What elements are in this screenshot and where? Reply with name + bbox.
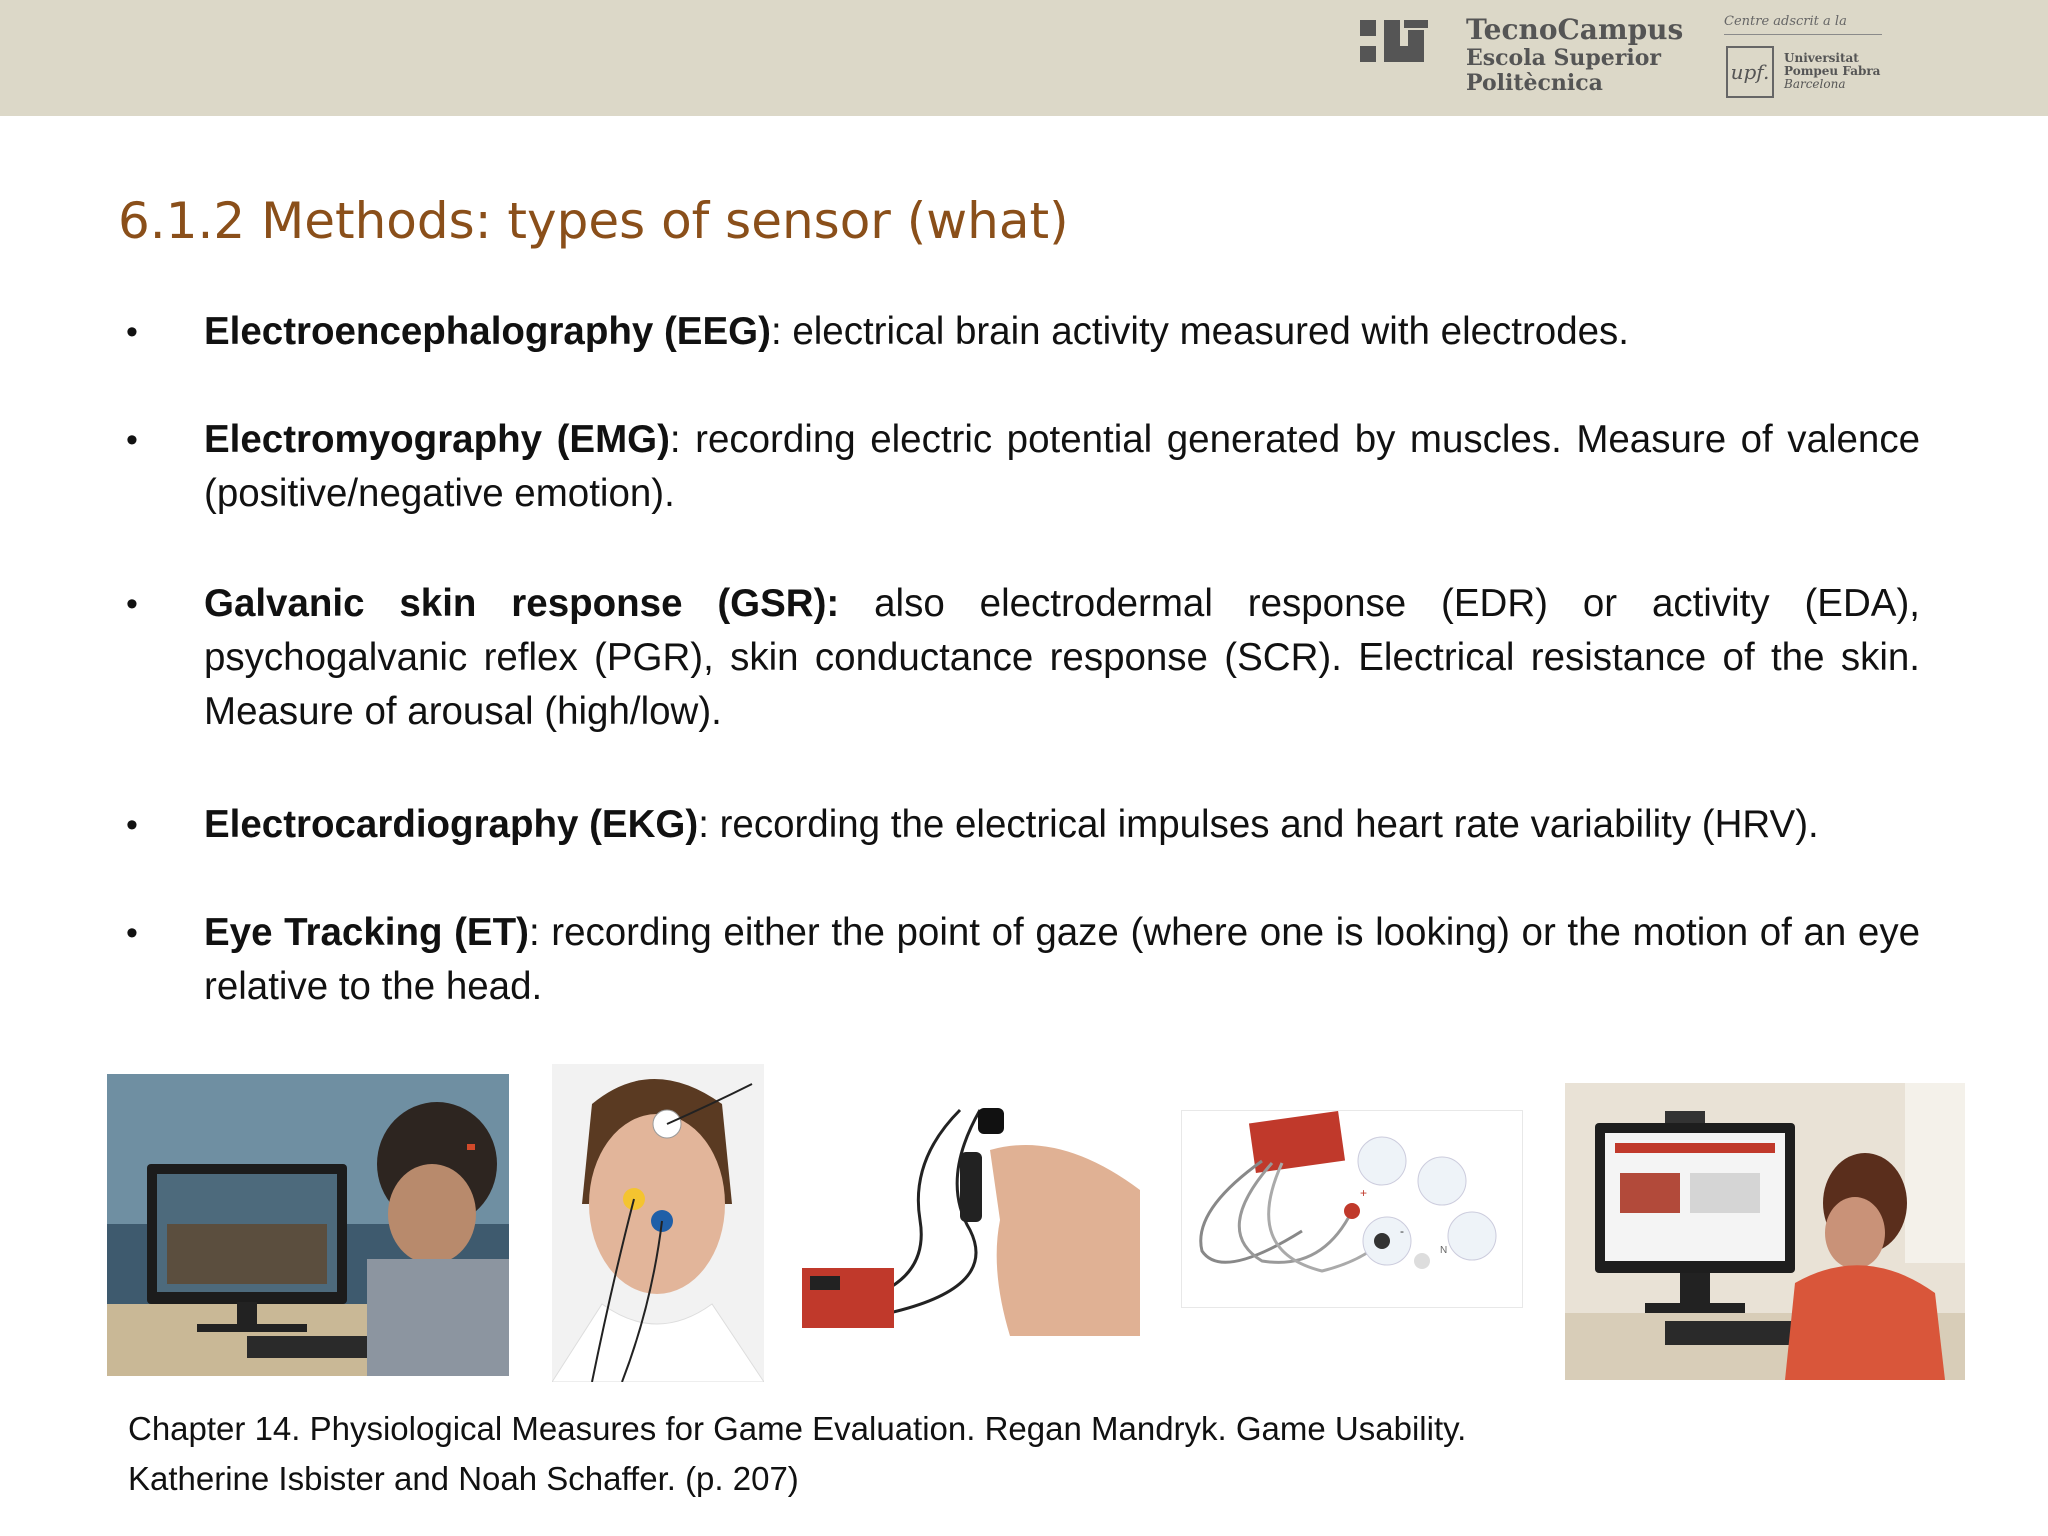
list-item (120, 577, 1920, 739)
item-desc: : electrical brain activity measured with electrodes. (770, 310, 1629, 353)
item-desc: : recording electric potential generated by muscles. Measure of valence (positive/negative emotion). (204, 418, 1920, 515)
item-term: Electromyography (EMG) (204, 418, 670, 461)
upf-line-1: Universitat (1784, 51, 1859, 65)
bullet-icon: • (126, 914, 138, 952)
tecnocampus-logo-icon (1360, 20, 1442, 76)
item-desc: : recording either the point of gaze (where one is looking) or the motion of an eye relative to the head. (204, 911, 1920, 1008)
upf-line-3: Barcelona (1784, 77, 1846, 92)
list-item (120, 305, 1920, 359)
header-bar (0, 0, 2048, 116)
logo-line-2: Escola Superior (1466, 45, 1661, 71)
affiliation-label: Centre adscrit a la (1724, 14, 1847, 29)
eeg-gamer-photo (107, 1074, 509, 1376)
bullet-icon: • (126, 421, 138, 459)
citation-line-1: Chapter 14. Physiological Measures for Game Evaluation. Regan Mandryk. Game Usability. (128, 1410, 1467, 1447)
item-term: Electroencephalography (EEG) (204, 310, 771, 353)
item-term: Electrocardiography (EKG) (204, 803, 699, 846)
bullet-icon: • (126, 585, 138, 623)
emg-face-photo (552, 1064, 764, 1382)
bullet-icon: • (126, 806, 138, 844)
ekg-plus-label: + (1360, 1186, 1368, 1200)
upf-line-2: Pompeu Fabra (1784, 64, 1881, 79)
item-desc: : recording the electrical impulses and heart rate variability (HRV). (698, 803, 1819, 846)
citation-line-2: Katherine Isbister and Noah Schaffer. (p. 207) (128, 1460, 799, 1497)
source-citation (128, 1404, 1466, 1504)
ekg-minus-label: - (1400, 1224, 1404, 1238)
logo-line-1: TecnoCampus (1466, 13, 1684, 46)
list-item (120, 798, 1920, 852)
bullet-icon: • (126, 313, 138, 351)
upf-wordmark (1784, 52, 1880, 92)
affiliation-divider (1724, 34, 1882, 35)
item-desc: also electrodermal response (EDR) or activity (EDA), psychogalvanic reflex (PGR), skin conductance response (SCR). Electrical resistance of the skin. Measure of arousal (high/low). (204, 582, 1920, 733)
slide-title: 6.1.2 Methods: types of sensor (what) (118, 192, 1069, 250)
list-item (120, 413, 1920, 521)
tecnocampus-wordmark (1466, 13, 1684, 96)
item-term: Galvanic skin response (GSR): (204, 582, 840, 625)
upf-logo-icon: upf. (1726, 46, 1774, 98)
gsr-sensor-photo (800, 1100, 1140, 1336)
item-term: Eye Tracking (ET) (204, 911, 529, 954)
logo-line-3: Politècnica (1466, 70, 1603, 96)
list-item (120, 906, 1920, 1014)
ekg-neutral-label: N (1440, 1245, 1448, 1256)
eye-tracking-photo (1565, 1083, 1965, 1380)
ekg-electrodes-photo (1181, 1110, 1523, 1308)
